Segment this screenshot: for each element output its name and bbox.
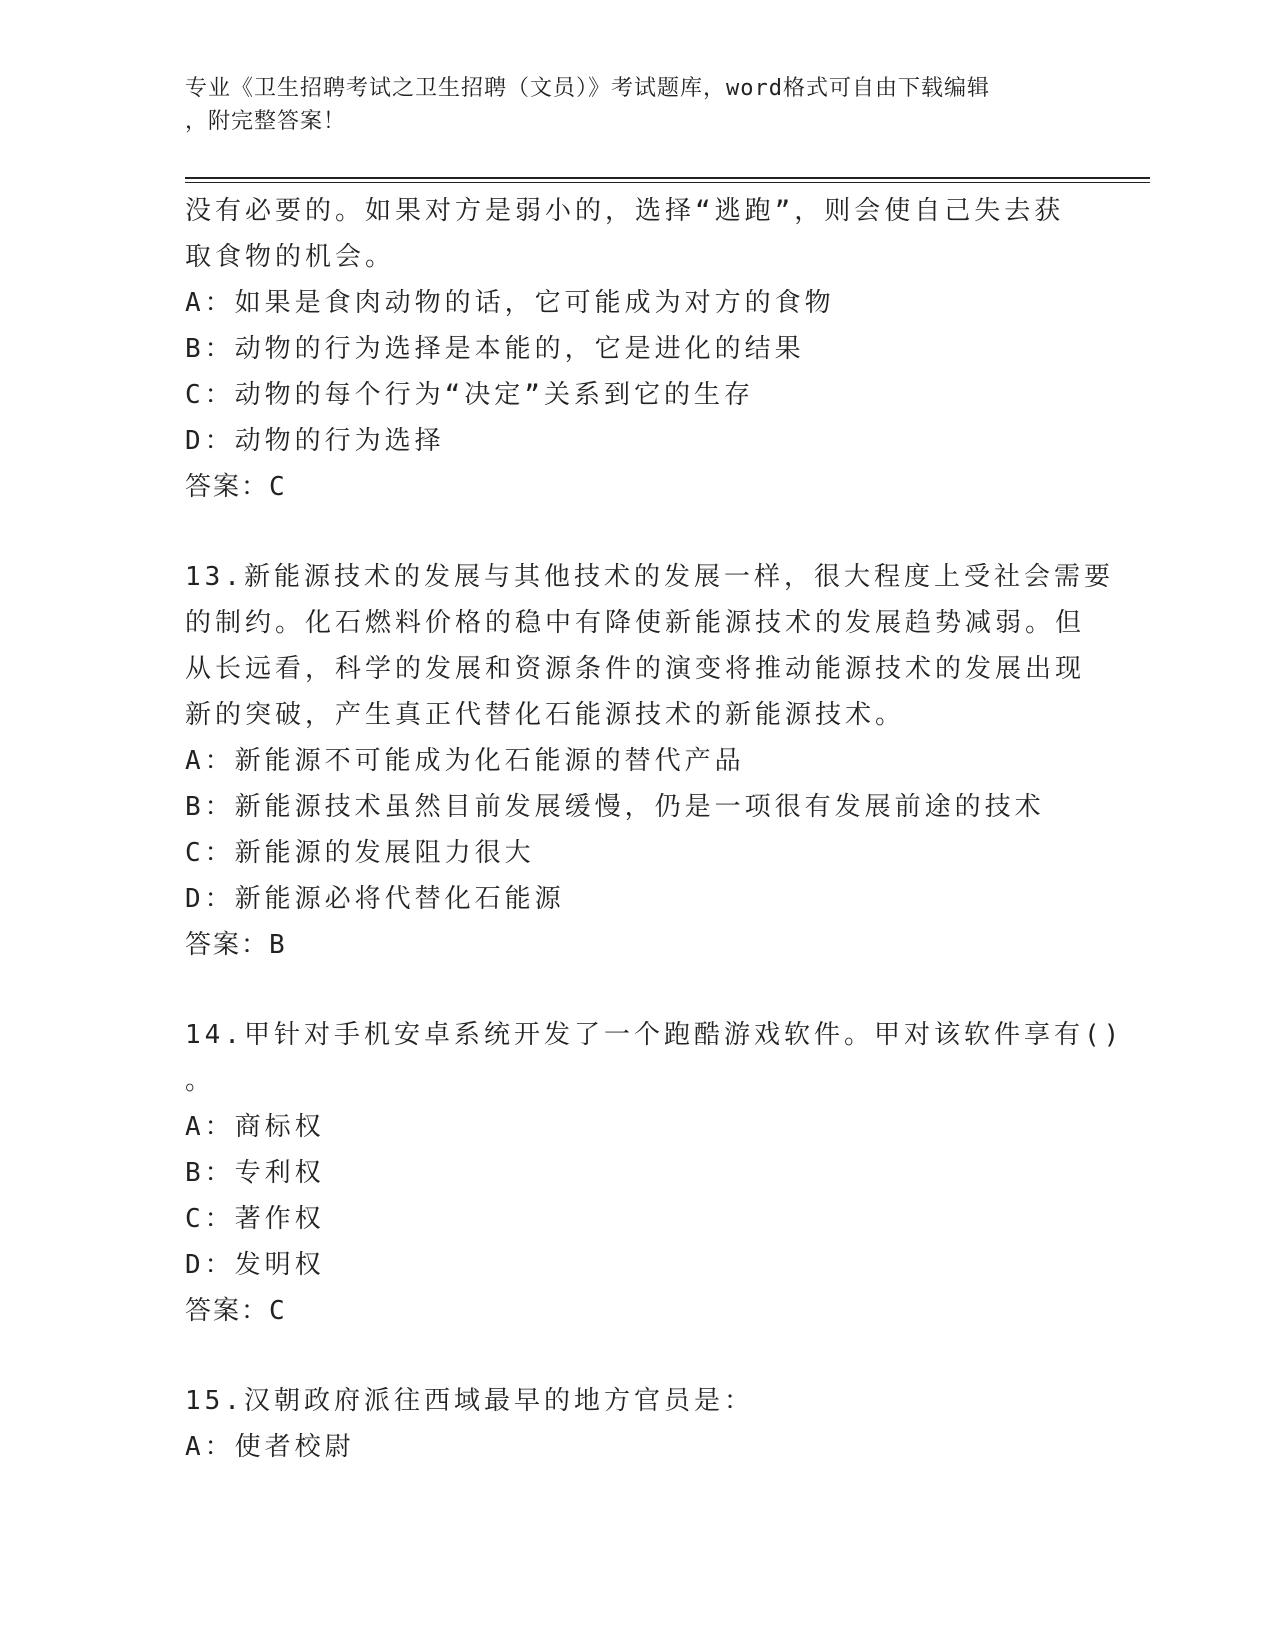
question-text-line: 没有必要的。如果对方是弱小的，选择“逃跑”，则会使自己失去获 (185, 196, 1065, 226)
spacer (185, 510, 1085, 554)
answer-label: 答案：C (185, 472, 287, 502)
question-12-continued (185, 188, 1085, 510)
option-a: A：如果是食肉动物的话，它可能成为对方的食物 (185, 288, 835, 318)
question-text-line: 从长远看，科学的发展和资源条件的演变将推动能源技术的发展出现 (185, 654, 1086, 684)
document-header (185, 72, 1085, 138)
question-text-line: 14.甲针对手机安卓系统开发了一个跑酷游戏软件。甲对该软件享有() (185, 1020, 1124, 1050)
question-text-line: 取食物的机会。 (185, 242, 396, 272)
header-divider (185, 177, 1150, 183)
header-line-1: 专业《卫生招聘考试之卫生招聘（文员）》考试题库，word格式可自由下载编辑 (185, 76, 990, 101)
question-text-line: 15.汉朝政府派往西域最早的地方官员是： (185, 1386, 754, 1416)
option-d: D：发明权 (185, 1250, 325, 1280)
question-text-line: 的制约。化石燃料价格的稳中有降使新能源技术的发展趋势减弱。但 (185, 608, 1086, 638)
option-b: B：新能源技术虽然目前发展缓慢，仍是一项很有发展前途的技术 (185, 792, 1045, 822)
option-d: D：动物的行为选择 (185, 426, 445, 456)
spacer (185, 968, 1085, 1012)
question-text-line: 新的突破，产生真正代替化石能源技术的新能源技术。 (185, 700, 906, 730)
option-a: A：使者校尉 (185, 1432, 355, 1462)
option-c: C：新能源的发展阻力很大 (185, 838, 535, 868)
question-14 (185, 1012, 1124, 1334)
option-a: A：商标权 (185, 1112, 325, 1142)
question-text-line: 。 (185, 1066, 216, 1096)
option-a: A：新能源不可能成为化石能源的替代产品 (185, 746, 745, 776)
question-13 (185, 554, 1114, 968)
option-b: B：动物的行为选择是本能的，它是进化的结果 (185, 334, 805, 364)
option-c: C：著作权 (185, 1204, 325, 1234)
spacer (185, 1334, 1085, 1378)
question-text-line: 13.新能源技术的发展与其他技术的发展一样，很大程度上受社会需要 (185, 562, 1114, 592)
option-d: D：新能源必将代替化石能源 (185, 884, 565, 914)
answer-label: 答案：B (185, 930, 287, 960)
question-15 (185, 1378, 1085, 1470)
document-body (185, 188, 1124, 1470)
option-c: C：动物的每个行为“决定”关系到它的生存 (185, 380, 754, 410)
answer-label: 答案：C (185, 1296, 287, 1326)
option-b: B：专利权 (185, 1158, 325, 1188)
header-line-2: ，附完整答案！ (185, 109, 347, 134)
